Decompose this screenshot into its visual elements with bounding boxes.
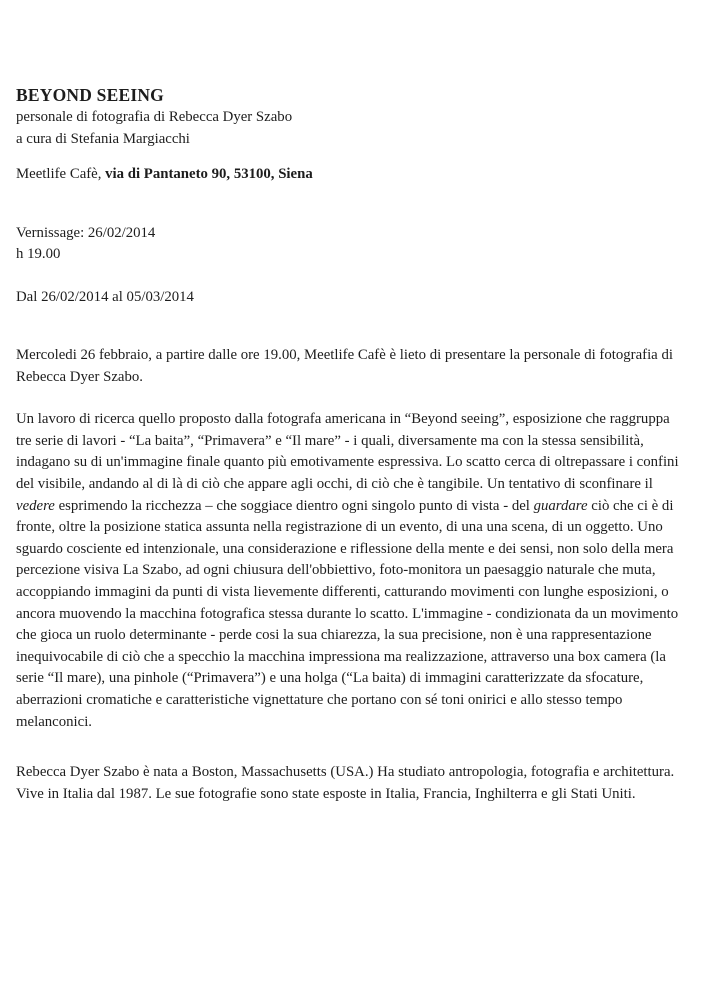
main-paragraph-part1: Un lavoro di ricerca quello proposto dalla fotografa americana in “Beyond seeing”, esposizione che raggruppa tre serie di lavori - “La baita”, “Primavera” e “Il mare” - i quali, diversamente ma con la stessa sensibilità, indagano su di un'immagine finale quanto più emotivamente espressiva. Lo scatto cerca di oltrepassare i confini del visibile, andando al di là di ciò che appare agli occhi, di ciò che è tangibile. Un tentativo di sconfinare il [16,411,679,492]
italic-word-guardare: guardare [533,497,588,514]
main-paragraph [16,409,681,733]
document-subtitle: personale di fotografia di Rebecca Dyer Szabo [16,109,293,125]
venue-name: Meetlife Cafè, [16,166,106,182]
italic-word-vedere: vedere [16,497,55,514]
exhibition-dates: Dal 26/02/2014 al 05/03/2014 [16,288,194,305]
vernissage-date: Vernissage: 26/02/2014 [16,224,156,241]
vernissage-time: h 19.00 [16,246,61,262]
main-paragraph-part3: ciò che ci è di fronte, oltre la posizione statica assunta nella registrazione di un evento, di una una scena, di un oggetto. Uno sguardo cosciente ed intenzionale, una considerazione e riflessione della mente e dei sensi, non solo della mera percezione visiva La Szabo, ad ogni chiusura dell'obbiettivo, foto-monitora un paesaggio naturale che muta, accoppiando immagini da punti di vista lievemente differenti, catturando movimenti con lunghe esposizioni, o ancora muovendo la macchina fotografica stessa durante lo scatto. L'immagine - condizionata da un movimento che gioca un ruolo determinante - perde cosi la sua chiarezza, la sua precisione, non è una rappresentazione inequivocabile di ciò che a specchio la macchina impressiona ma realizzazione, attraverso una box camera (la serie “Il mare), una pinhole (“Primavera”) e una holga (“La baita) di immagini caratterizzate da sfocature, aberrazioni cromatiche e caratteristiche vignettature che portano con sé toni onirici e allo stesso tempo melanconici. [16,497,679,730]
venue-address: via di Pantaneto 90, 53100, Siena [105,166,313,182]
document-title: BEYOND SEEING [16,85,164,105]
intro-paragraph: Mercoledi 26 febbraio, a partire dalle ore 19.00, Meetlife Cafè è lieto di presentare la personale di fotografia di Rebecca Dyer Szabo. [16,347,673,385]
venue-line [16,164,681,186]
bio-paragraph: Rebecca Dyer Szabo è nata a Boston, Massachusetts (USA.) Ha studiato antropologia, fotografia e architettura. Vive in Italia dal 1987. Le sue fotografie sono state esposte in Italia, Francia, Inghilterra e gli Stati Uniti. [16,764,675,802]
curator-line: a cura di Stefania Margiacchi [16,130,190,147]
main-paragraph-part2: esprimendo la ricchezza – che soggiace dientro ogni singolo punto di vista - del [54,497,534,514]
